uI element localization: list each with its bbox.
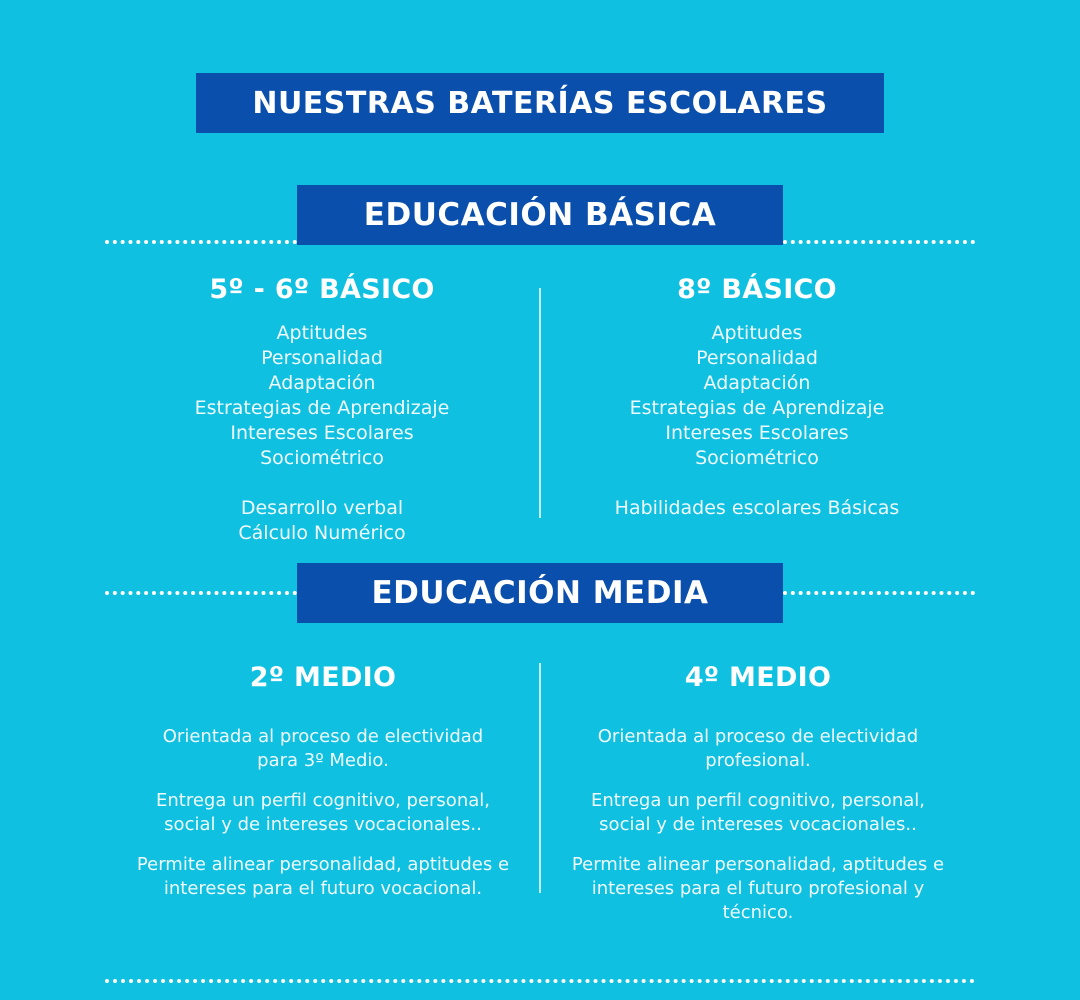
divider-right (783, 240, 975, 244)
paragraph: Entrega un perfil cognitivo, personal, social y de intereses vocacionales.. (156, 790, 490, 835)
paragraph: Permite alinear personalidad, aptitudes e intereses para el futuro vocacional. (136, 854, 510, 899)
column-title: 2º MEDIO (249, 662, 397, 693)
section-title-media: EDUCACIÓN MEDIA (297, 563, 783, 623)
divider-bottom (105, 979, 975, 983)
divider-left (105, 591, 297, 595)
list-item: Desarrollo verbal (240, 497, 404, 519)
list-item: Aptitudes (711, 322, 803, 344)
spacer (122, 471, 522, 496)
list-item: Adaptación (268, 372, 376, 394)
column-title: 8º BÁSICO (677, 274, 837, 305)
column-separator (539, 288, 541, 518)
list-item: Habilidades escolares Básicas (614, 497, 900, 519)
column-title: 5º - 6º BÁSICO (209, 274, 435, 305)
column-5-6-basico (122, 273, 522, 546)
list-item: Intereses Escolares (665, 422, 849, 444)
section-title-basica: EDUCACIÓN BÁSICA (297, 185, 783, 245)
list-item: Aptitudes (276, 322, 368, 344)
list-item: Personalidad (696, 347, 818, 369)
column-2-medio (122, 661, 524, 917)
paragraph: Orientada al proceso de electividad profesional. (597, 726, 919, 771)
divider-left (105, 240, 297, 244)
divider-right (783, 591, 975, 595)
paragraph: Entrega un perfil cognitivo, personal, social y de intereses vocacionales.. (591, 790, 925, 835)
list-item: Sociométrico (695, 447, 819, 469)
list-item: Sociométrico (260, 447, 384, 469)
page-title: NUESTRAS BATERÍAS ESCOLARES (196, 73, 884, 133)
paragraph: Permite alinear personalidad, aptitudes e intereses para el futuro profesional y técnico. (571, 854, 945, 923)
list-item: Estrategias de Aprendizaje (629, 397, 885, 419)
list-item: Intereses Escolares (230, 422, 414, 444)
spacer (557, 471, 957, 496)
column-title: 4º MEDIO (684, 662, 832, 693)
paragraph: Orientada al proceso de electividad para 3º Medio. (162, 726, 484, 771)
column-4-medio (557, 661, 959, 941)
list-item: Adaptación (703, 372, 811, 394)
list-item: Estrategias de Aprendizaje (194, 397, 450, 419)
list-item: Personalidad (261, 347, 383, 369)
column-separator (539, 663, 541, 893)
column-8-basico (557, 273, 957, 521)
list-item: Cálculo Numérico (238, 522, 406, 544)
